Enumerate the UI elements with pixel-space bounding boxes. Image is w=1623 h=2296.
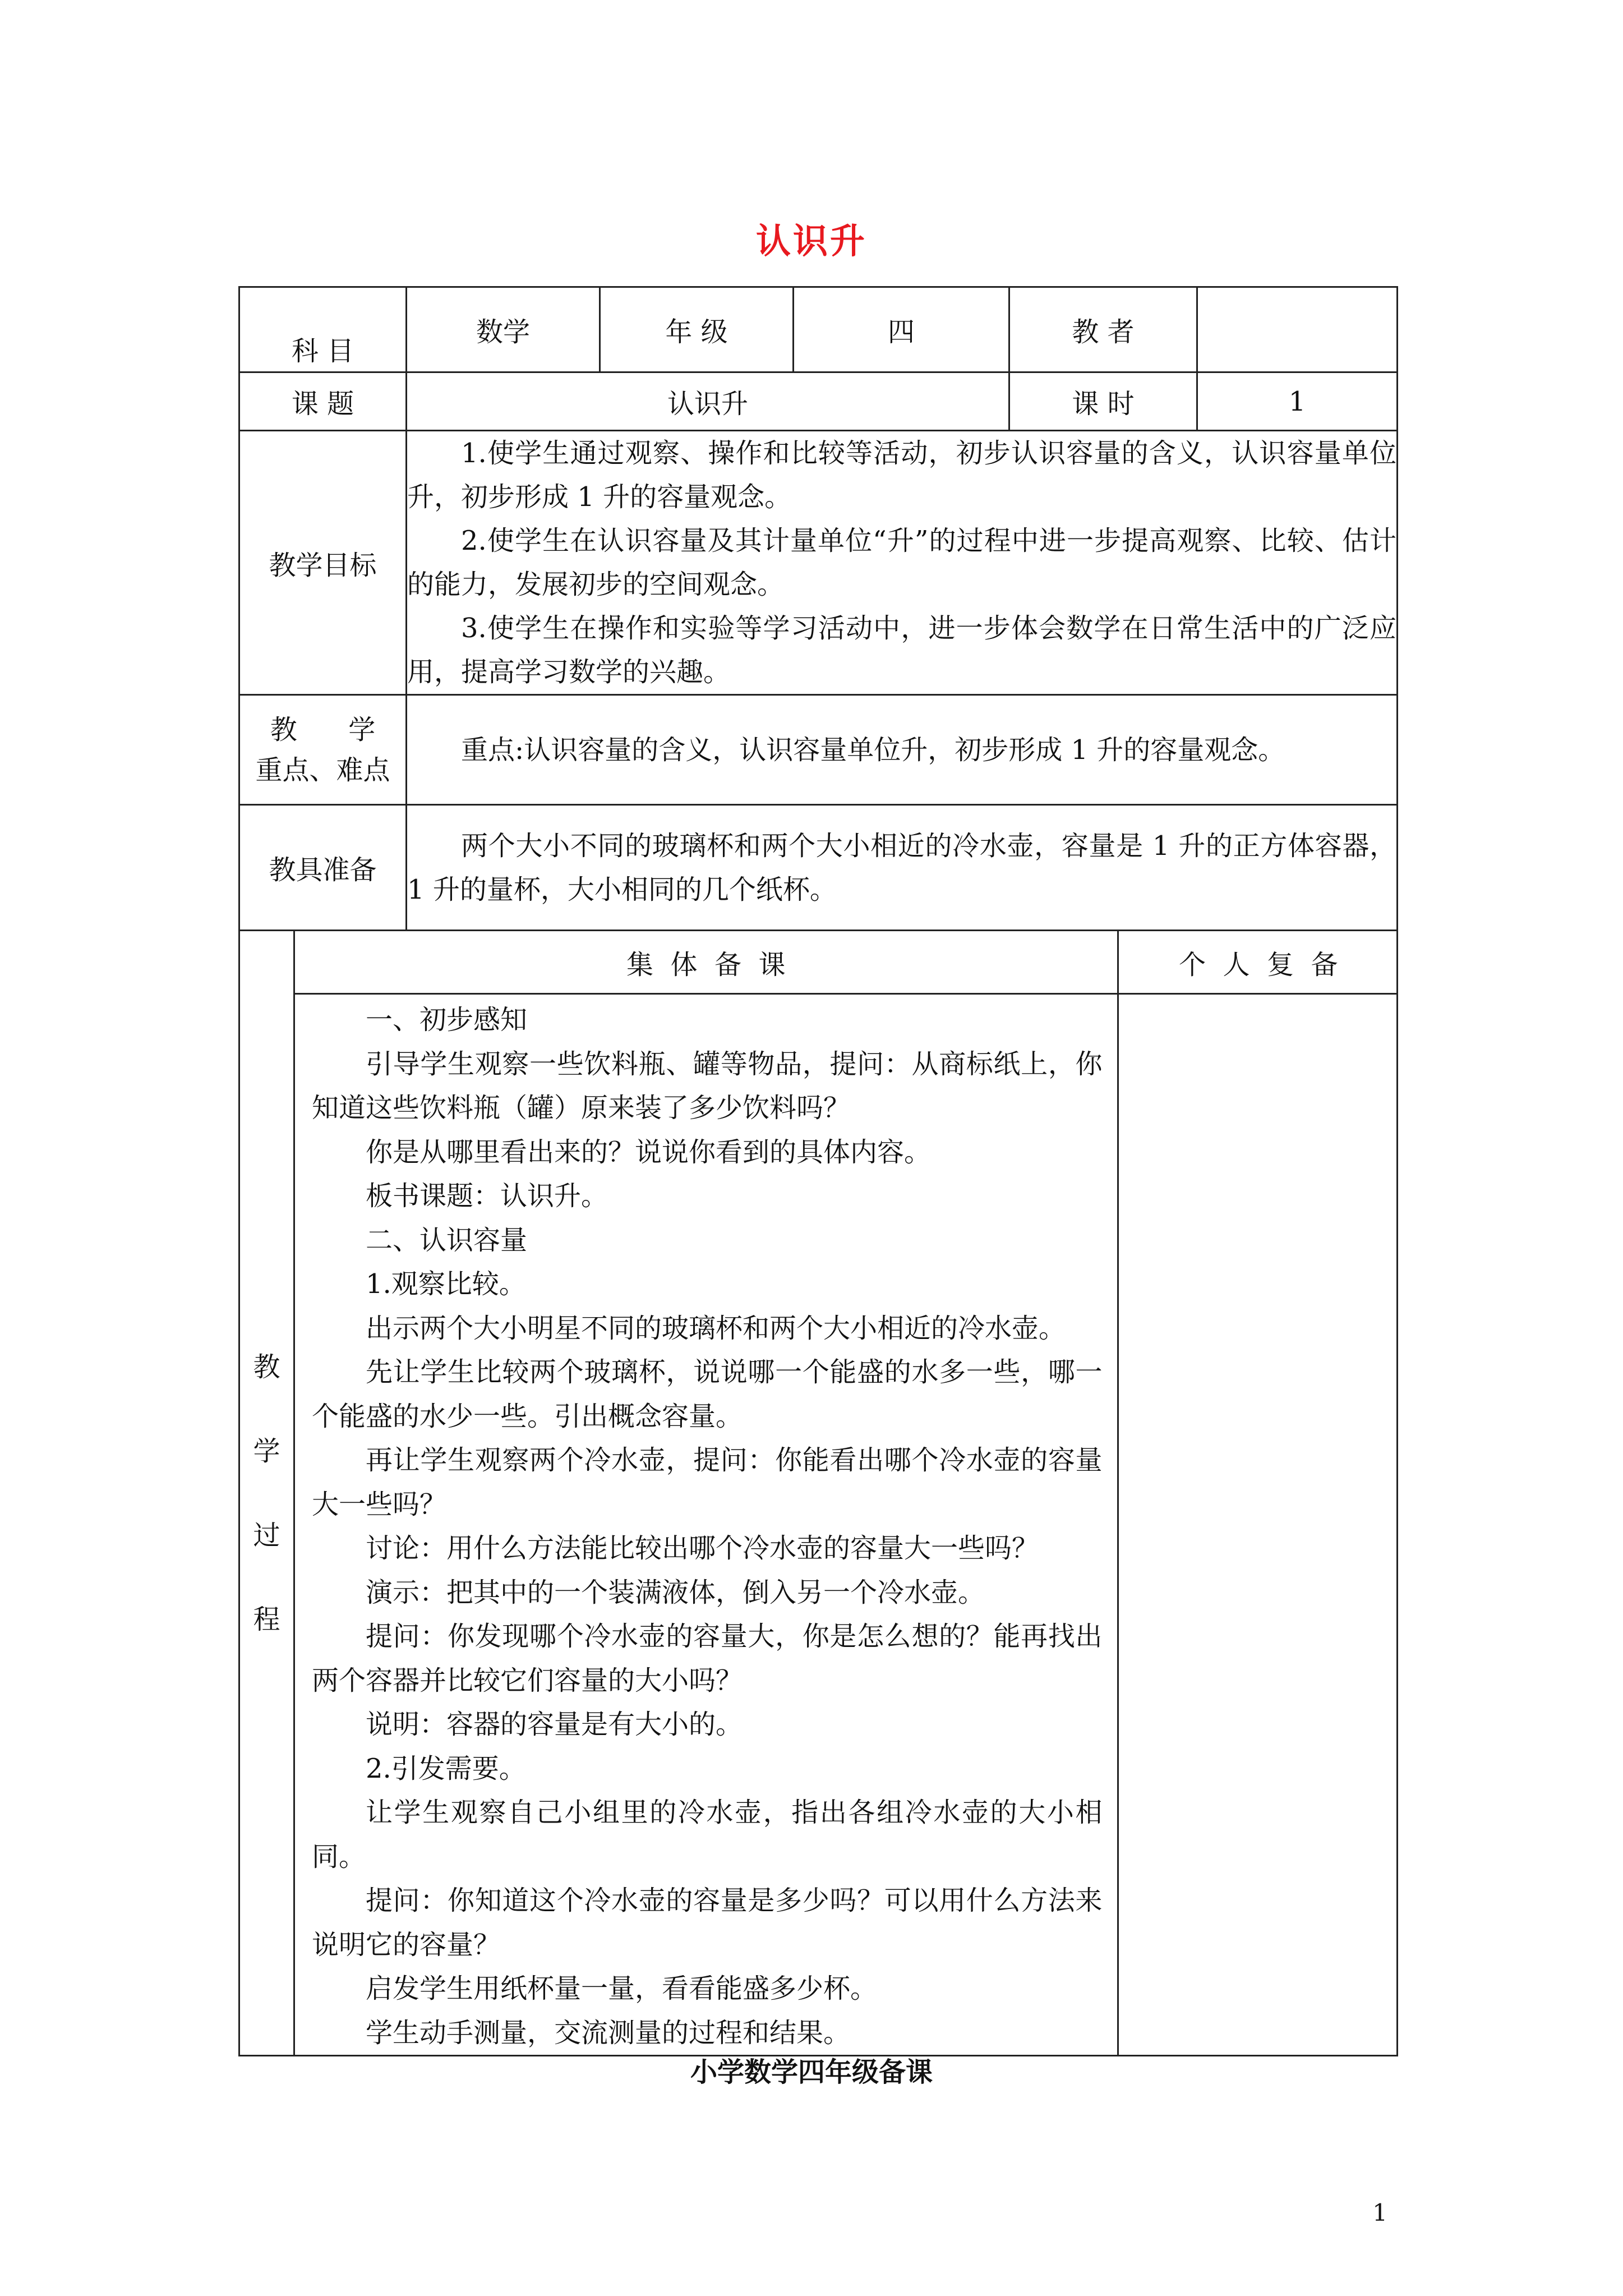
process-label-char: 学 bbox=[253, 1435, 280, 1467]
objectives-row bbox=[239, 431, 1398, 695]
objective-item: 3.使学生在操作和实验等学习活动中，进一步体会数学在日常生活中的广泛应用，提高学习数学的兴趣。 bbox=[407, 613, 1397, 688]
key-points-label bbox=[239, 695, 407, 805]
process-line: 出示两个大小明星不同的玻璃杯和两个大小相近的冷水壶。 bbox=[366, 1312, 1066, 1344]
subject-value: 数学 bbox=[407, 287, 600, 372]
personal-notes bbox=[1118, 994, 1398, 2055]
topic-row bbox=[239, 372, 1398, 431]
process-line: 启发学生用纸杯量一量，看看能盛多少杯。 bbox=[366, 1973, 878, 2004]
process-line: 演示：把其中的一个装满液体，倒入另一个冷水壶。 bbox=[366, 1576, 985, 1608]
process-line: 提问：你发现哪个冷水壶的容量大，你是怎么想的？能再找出两个容器并比较它们容量的大小吗？ bbox=[312, 1621, 1103, 1696]
grade-label: 年 级 bbox=[600, 287, 794, 372]
process-line: 板书课题：认识升。 bbox=[366, 1180, 608, 1212]
process-inner-table bbox=[295, 931, 1398, 2055]
process-line: 2.引发需要。 bbox=[366, 1752, 526, 1784]
process-line: 说明：容器的容量是有大小的。 bbox=[366, 1709, 743, 1740]
process-label-char: 教 bbox=[253, 1351, 280, 1383]
materials-label: 教具准备 bbox=[239, 805, 407, 931]
key-points-label-line1: 教 学 bbox=[270, 714, 376, 746]
personal-heading: 个 人 复 备 bbox=[1118, 931, 1398, 994]
materials-text: 两个大小不同的玻璃杯和两个大小相近的冷水壶，容量是 1 升的正方体容器，1 升的量杯，大小相同的几个纸杯。 bbox=[407, 830, 1397, 905]
process-line: 再让学生观察两个冷水壶，提问：你能看出哪个冷水壶的容量大一些吗？ bbox=[312, 1444, 1103, 1520]
header-row bbox=[239, 287, 1398, 372]
process-line: 1.观察比较。 bbox=[366, 1268, 526, 1300]
footer-label: 小学数学四年级备课 bbox=[690, 2056, 933, 2088]
process-line: 让学生观察自己小组里的冷水壶，指出各组冷水壶的大小相同。 bbox=[312, 1797, 1103, 1872]
key-points-row bbox=[239, 695, 1398, 805]
key-points-text: 重点:认识容量的含义，认识容量单位升，初步形成 1 升的容量观念。 bbox=[461, 734, 1285, 766]
topic-value: 认识升 bbox=[407, 372, 1009, 431]
process-content-row bbox=[295, 994, 1398, 2055]
page-number: 1 bbox=[1372, 2199, 1387, 2226]
process-line: 引导学生观察一些饮料瓶、罐等物品，提问：从商标纸上，你知道这些饮料瓶（罐）原来装了多少饮料吗？ bbox=[312, 1048, 1103, 1124]
process-line: 二、认识容量 bbox=[366, 1224, 528, 1256]
materials-row bbox=[239, 805, 1398, 931]
process-line: 你是从哪里看出来的？说说你看到的具体内容。 bbox=[366, 1136, 932, 1168]
objectives-label: 教学目标 bbox=[239, 431, 407, 695]
topic-label: 课 题 bbox=[239, 372, 407, 431]
lesson-plan-table bbox=[238, 286, 1398, 2056]
process-line: 一、初步感知 bbox=[366, 1004, 528, 1036]
collective-heading: 集 体 备 课 bbox=[295, 931, 1118, 994]
collective-content bbox=[295, 994, 1118, 2055]
objectives-content bbox=[407, 431, 1398, 695]
process-body bbox=[294, 931, 1398, 2056]
period-label: 课 时 bbox=[1009, 372, 1197, 431]
teacher-label: 教 者 bbox=[1009, 287, 1197, 372]
process-label bbox=[239, 931, 294, 2056]
period-value: 1 bbox=[1197, 372, 1398, 431]
materials-content bbox=[407, 805, 1398, 931]
process-header-row bbox=[295, 931, 1398, 994]
process-line: 讨论：用什么方法能比较出哪个冷水壶的容量大一些吗？ bbox=[366, 1533, 1039, 1564]
objective-item: 2.使学生在认识容量及其计量单位“升”的过程中进一步提高观察、比较、估计的能力，发展初步的空间观念。 bbox=[407, 525, 1397, 600]
process-label-char: 过 bbox=[253, 1519, 280, 1551]
process-line: 提问：你知道这个冷水壶的容量是多少吗？可以用什么方法来说明它的容量？ bbox=[312, 1885, 1103, 1961]
teacher-value bbox=[1197, 287, 1398, 372]
subject-label: 科 目 bbox=[239, 287, 407, 372]
key-points-label-line2: 重点、难点 bbox=[255, 754, 390, 786]
objective-item: 1.使学生通过观察、操作和比较等活动，初步认识容量的含义，认识容量单位升，初步形成 1 升的容量观念。 bbox=[407, 438, 1397, 513]
key-points-content bbox=[407, 695, 1398, 805]
process-line: 先让学生比较两个玻璃杯，说说哪一个能盛的水多一些，哪一个能盛的水少一些。引出概念容量。 bbox=[312, 1356, 1103, 1432]
process-row bbox=[239, 931, 1398, 2056]
process-label-char: 程 bbox=[253, 1603, 280, 1635]
document-title: 认识升 bbox=[755, 220, 867, 261]
grade-value: 四 bbox=[794, 287, 1009, 372]
process-line: 学生动手测量，交流测量的过程和结果。 bbox=[366, 2017, 851, 2049]
